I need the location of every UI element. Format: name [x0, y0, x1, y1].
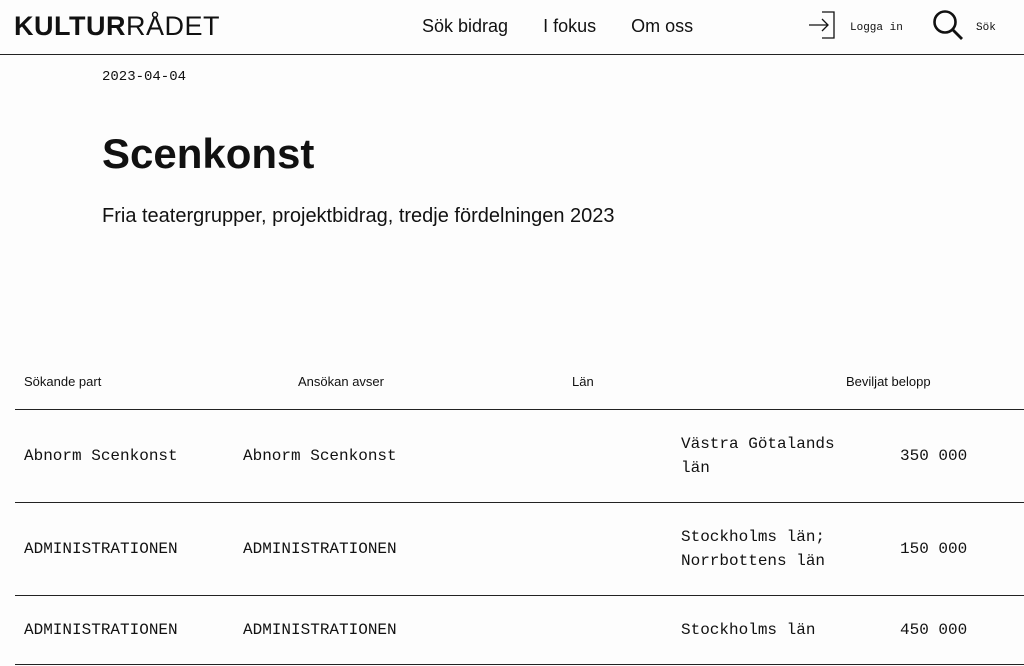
cell-applicant: ADMINISTRATIONEN: [24, 540, 178, 558]
logo-light-text: RÅDET: [125, 11, 220, 41]
login-button[interactable]: [808, 10, 903, 45]
cell-county: Västra Götalands län: [681, 435, 835, 477]
cell-applicant: ADMINISTRATIONEN: [24, 621, 178, 639]
cell-amount: 150 000: [900, 540, 968, 558]
nav-item-i-fokus[interactable]: I fokus: [543, 16, 597, 36]
cell-county: Stockholms län; Norrbottens län: [681, 528, 826, 570]
table-row[interactable]: [15, 503, 1024, 596]
login-label: Logga in: [850, 21, 903, 34]
cell-purpose: ADMINISTRATIONEN: [243, 540, 397, 558]
grants-table: [15, 360, 1024, 665]
cell-purpose: ADMINISTRATIONEN: [243, 621, 397, 639]
table-row[interactable]: [15, 410, 1024, 503]
login-arrow-icon: [808, 10, 836, 45]
column-header-applicant: Sökande part: [24, 374, 102, 389]
cell-amount: 450 000: [900, 621, 968, 639]
cell-purpose: Abnorm Scenkonst: [243, 447, 397, 465]
search-icon: [932, 9, 964, 46]
cell-county: Stockholms län: [681, 621, 816, 639]
site-header: [0, 0, 1024, 55]
nav-item-sok-bidrag[interactable]: Sök bidrag: [422, 16, 509, 36]
cell-applicant: Abnorm Scenkonst: [24, 447, 178, 465]
main-nav: [422, 16, 728, 37]
cell-amount: 350 000: [900, 447, 968, 465]
search-label: Sök: [976, 21, 996, 34]
page-title: Scenkonst: [102, 130, 315, 177]
page-subtitle: Fria teatergrupper, projektbidrag, tredje fördelningen 2023: [102, 205, 615, 227]
table-header: [15, 360, 1024, 410]
column-header-county: Län: [572, 374, 594, 389]
publish-date: 2023-04-04: [102, 69, 187, 85]
column-header-amount: Beviljat belopp: [846, 374, 931, 389]
nav-item-om-oss[interactable]: Om oss: [631, 16, 694, 36]
search-button[interactable]: [932, 9, 996, 46]
table-row[interactable]: [15, 596, 1024, 665]
column-header-purpose: Ansökan avser: [298, 374, 384, 389]
site-logo[interactable]: [14, 13, 220, 40]
logo-bold-text: KULTUR: [14, 11, 126, 41]
